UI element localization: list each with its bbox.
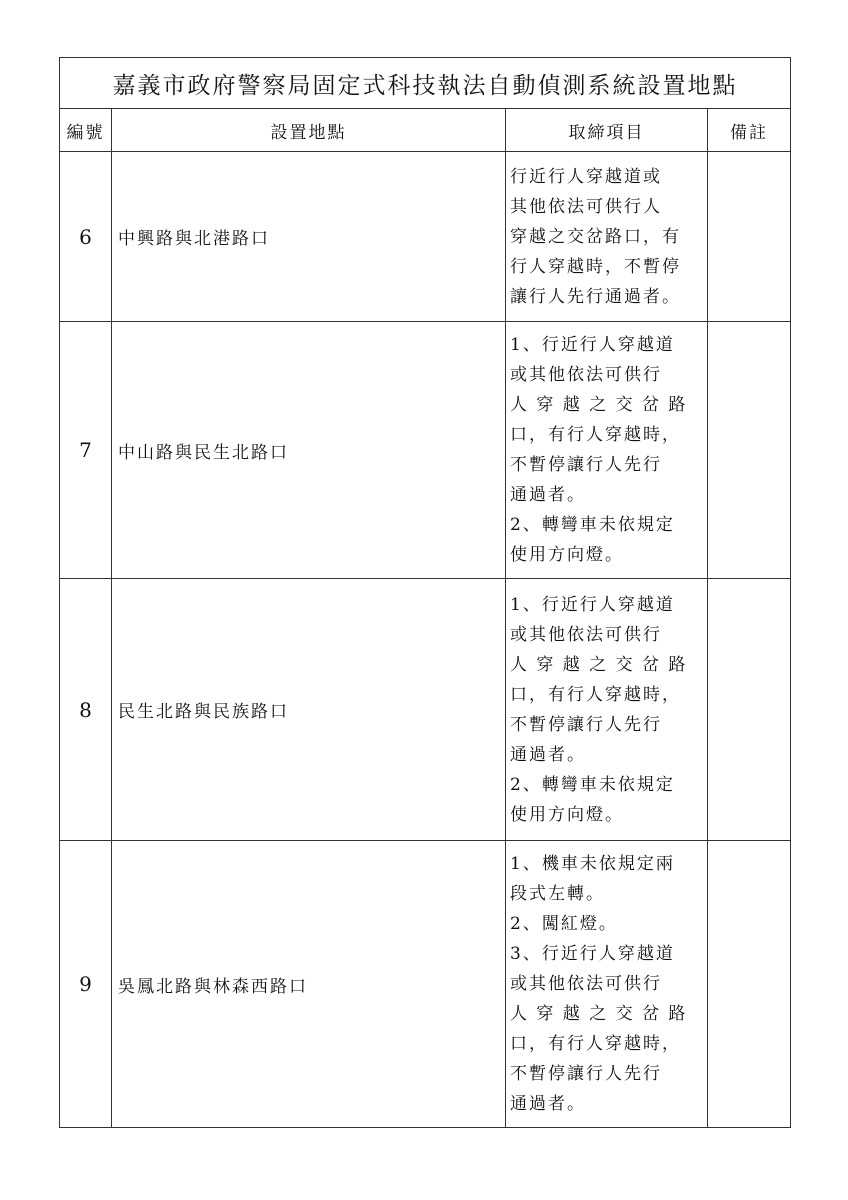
item-line: 人 穿 越 之 交 岔 路 bbox=[510, 1004, 688, 1024]
row-number: 8 bbox=[60, 579, 112, 841]
row-number: 6 bbox=[60, 152, 112, 322]
row-location: 中興路與北港路口 bbox=[112, 152, 506, 322]
row-items bbox=[506, 152, 708, 322]
item-line: 或其他依法可供行 bbox=[510, 974, 662, 994]
table-row bbox=[60, 322, 791, 579]
row-items bbox=[506, 322, 708, 579]
row-note bbox=[708, 152, 791, 322]
item-line: 2、闖紅燈。 bbox=[510, 914, 618, 934]
item-line: 1、行近行人穿越道 bbox=[510, 594, 675, 615]
table-row bbox=[60, 152, 791, 322]
item-line: 其他依法可供行人 bbox=[510, 196, 662, 217]
item-line: 3、行近行人穿越道 bbox=[510, 944, 675, 964]
row-note bbox=[708, 579, 791, 841]
item-line: 使用方向燈。 bbox=[510, 545, 624, 565]
item-line: 或其他依法可供行 bbox=[510, 365, 662, 385]
header-number: 編號 bbox=[60, 109, 112, 152]
header-location: 設置地點 bbox=[112, 109, 506, 152]
item-line: 不暫停讓行人先行 bbox=[510, 714, 662, 735]
item-line: 穿越之交岔路口，有 bbox=[510, 226, 681, 247]
item-line: 行近行人穿越道或 bbox=[510, 166, 662, 187]
item-line: 不暫停讓行人先行 bbox=[510, 1064, 662, 1084]
header-note: 備註 bbox=[708, 109, 791, 152]
item-line: 通過者。 bbox=[510, 485, 586, 505]
row-number: 9 bbox=[60, 841, 112, 1128]
item-line: 段式左轉。 bbox=[510, 884, 605, 904]
table-row bbox=[60, 841, 791, 1128]
row-items bbox=[506, 579, 708, 841]
row-note bbox=[708, 322, 791, 579]
item-line: 使用方向燈。 bbox=[510, 804, 624, 825]
item-line: 口，有行人穿越時， bbox=[510, 1034, 681, 1054]
document-title: 嘉義市政府警察局固定式科技執法自動偵測系統設置地點 bbox=[60, 58, 791, 109]
item-line: 2、轉彎車未依規定 bbox=[510, 774, 675, 795]
row-number: 7 bbox=[60, 322, 112, 579]
item-line: 行人穿越時，不暫停 bbox=[510, 256, 681, 277]
header-items: 取締項目 bbox=[506, 109, 708, 152]
item-line: 不暫停讓行人先行 bbox=[510, 455, 662, 475]
row-location: 中山路與民生北路口 bbox=[112, 322, 506, 579]
item-line: 2、轉彎車未依規定 bbox=[510, 515, 675, 535]
item-line: 或其他依法可供行 bbox=[510, 624, 662, 645]
row-location: 吳鳳北路與林森西路口 bbox=[112, 841, 506, 1128]
row-items bbox=[506, 841, 708, 1128]
item-line: 人 穿 越 之 交 岔 路 bbox=[510, 395, 688, 415]
row-location: 民生北路與民族路口 bbox=[112, 579, 506, 841]
item-line: 讓行人先行通過者。 bbox=[510, 286, 681, 307]
item-line: 口，有行人穿越時， bbox=[510, 425, 681, 445]
table-row bbox=[60, 579, 791, 841]
item-line: 1、行近行人穿越道 bbox=[510, 335, 675, 355]
item-line: 1、機車未依規定兩 bbox=[510, 854, 675, 874]
item-line: 口，有行人穿越時， bbox=[510, 684, 681, 705]
item-line: 通過者。 bbox=[510, 744, 586, 765]
row-note bbox=[708, 841, 791, 1128]
locations-table bbox=[59, 57, 791, 1128]
item-line: 人 穿 越 之 交 岔 路 bbox=[510, 654, 688, 675]
item-line: 通過者。 bbox=[510, 1094, 586, 1114]
